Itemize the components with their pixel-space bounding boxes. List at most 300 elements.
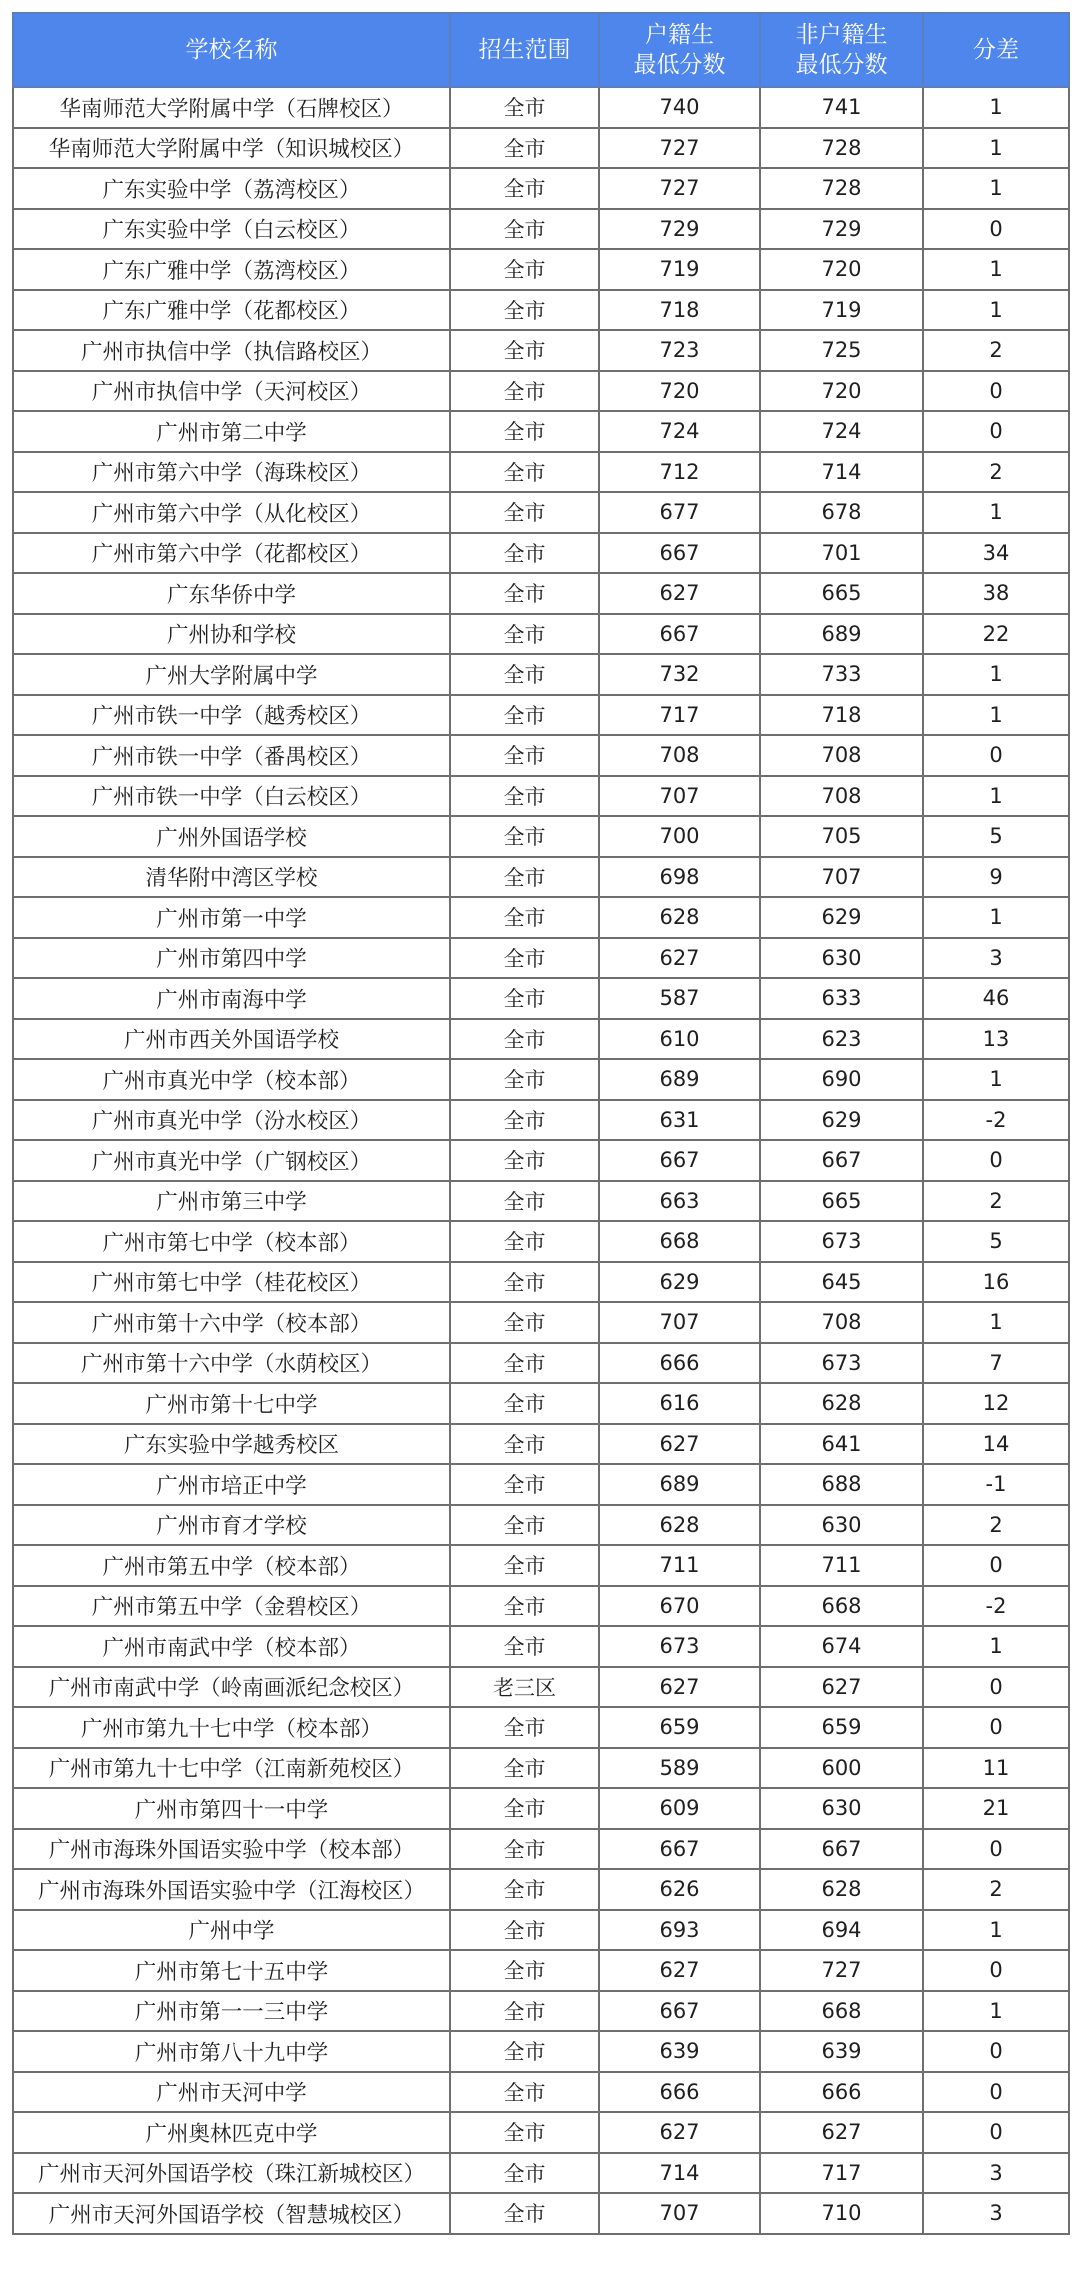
enrollment-scope-cell: 全市 [450, 411, 599, 452]
local-min-score-cell: 667 [599, 533, 760, 574]
table-row [13, 695, 1069, 736]
table-row [13, 2031, 1069, 2072]
score-difference-cell: 1 [923, 1991, 1069, 2032]
local-min-score-cell: 626 [599, 1869, 760, 1910]
score-difference-cell: 2 [923, 330, 1069, 371]
enrollment-scope-cell: 全市 [450, 87, 599, 128]
table-row [13, 1383, 1069, 1424]
school-name-cell: 清华附中湾区学校 [13, 857, 450, 898]
nonlocal-min-score-cell: 629 [760, 897, 923, 938]
nonlocal-min-score-cell: 694 [760, 1910, 923, 1951]
school-name-cell: 广州大学附属中学 [13, 654, 450, 695]
nonlocal-min-score-cell: 711 [760, 1545, 923, 1586]
table-row [13, 1991, 1069, 2032]
enrollment-scope-cell: 全市 [450, 1100, 599, 1141]
local-min-score-cell: 666 [599, 2072, 760, 2113]
nonlocal-min-score-cell: 666 [760, 2072, 923, 2113]
nonlocal-min-score-cell: 668 [760, 1991, 923, 2032]
enrollment-scope-cell: 全市 [450, 1869, 599, 1910]
local-min-score-cell: 717 [599, 695, 760, 736]
table-row [13, 1788, 1069, 1829]
school-name-cell: 广州奥林匹克中学 [13, 2112, 450, 2153]
local-min-score-cell: 720 [599, 371, 760, 412]
enrollment-scope-cell: 全市 [450, 209, 599, 250]
table-row [13, 1586, 1069, 1627]
local-min-score-cell: 707 [599, 1302, 760, 1343]
score-difference-cell: 0 [923, 2072, 1069, 2113]
enrollment-scope-cell: 全市 [450, 128, 599, 169]
nonlocal-min-score-cell: 628 [760, 1869, 923, 1910]
nonlocal-min-score-cell: 629 [760, 1100, 923, 1141]
local-min-score-cell: 700 [599, 816, 760, 857]
nonlocal-min-score-cell: 727 [760, 1950, 923, 1991]
enrollment-scope-cell: 全市 [450, 1829, 599, 1870]
table-row [13, 1262, 1069, 1303]
nonlocal-min-score-cell: 714 [760, 452, 923, 493]
nonlocal-min-score-cell: 627 [760, 2112, 923, 2153]
local-min-score-cell: 629 [599, 1262, 760, 1303]
enrollment-scope-cell: 全市 [450, 1788, 599, 1829]
enrollment-scope-cell: 全市 [450, 776, 599, 817]
score-difference-cell: 1 [923, 1910, 1069, 1951]
score-difference-cell: 3 [923, 2153, 1069, 2194]
enrollment-scope-cell: 全市 [450, 1019, 599, 1060]
table-row [13, 1019, 1069, 1060]
school-name-cell: 广州中学 [13, 1910, 450, 1951]
local-min-score-cell: 609 [599, 1788, 760, 1829]
enrollment-scope-cell: 全市 [450, 452, 599, 493]
enrollment-scope-cell: 全市 [450, 492, 599, 533]
school-name-cell: 广州市第十六中学（水荫校区） [13, 1343, 450, 1384]
nonlocal-min-score-cell: 639 [760, 2031, 923, 2072]
school-name-cell: 广州市天河外国语学校（珠江新城校区） [13, 2153, 450, 2194]
nonlocal-min-score-cell: 708 [760, 735, 923, 776]
school-name-cell: 广州市第一中学 [13, 897, 450, 938]
nonlocal-min-score-cell: 623 [760, 1019, 923, 1060]
local-min-score-cell: 689 [599, 1464, 760, 1505]
nonlocal-min-score-cell: 673 [760, 1343, 923, 1384]
nonlocal-min-score-cell: 733 [760, 654, 923, 695]
enrollment-scope-cell: 全市 [450, 735, 599, 776]
enrollment-scope-cell: 全市 [450, 654, 599, 695]
nonlocal-min-score-cell: 678 [760, 492, 923, 533]
table-row [13, 1343, 1069, 1384]
school-name-cell: 广州市第七十五中学 [13, 1950, 450, 1991]
nonlocal-min-score-cell: 720 [760, 249, 923, 290]
score-difference-cell: 0 [923, 1667, 1069, 1708]
enrollment-scope-cell: 全市 [450, 1181, 599, 1222]
school-name-cell: 广州市第四中学 [13, 938, 450, 979]
school-name-cell: 广东实验中学（白云校区） [13, 209, 450, 250]
school-name-cell: 广州市第十七中学 [13, 1383, 450, 1424]
nonlocal-min-score-cell: 701 [760, 533, 923, 574]
table-row [13, 816, 1069, 857]
score-difference-cell: 1 [923, 695, 1069, 736]
score-difference-cell: -1 [923, 1464, 1069, 1505]
school-name-cell: 广州市天河外国语学校（智慧城校区） [13, 2193, 450, 2234]
enrollment-scope-cell: 全市 [450, 2193, 599, 2234]
score-difference-cell: 0 [923, 1707, 1069, 1748]
school-name-cell: 广州市铁一中学（白云校区） [13, 776, 450, 817]
local-min-score-cell: 627 [599, 1424, 760, 1465]
nonlocal-min-score-cell: 665 [760, 573, 923, 614]
local-min-score-cell: 667 [599, 614, 760, 655]
table-row [13, 1181, 1069, 1222]
school-name-cell: 广州市育才学校 [13, 1505, 450, 1546]
enrollment-scope-cell: 全市 [450, 371, 599, 412]
school-name-cell: 广州市第二中学 [13, 411, 450, 452]
table-row [13, 1140, 1069, 1181]
enrollment-scope-cell: 全市 [450, 897, 599, 938]
local-min-score-cell: 707 [599, 776, 760, 817]
table-row [13, 2153, 1069, 2194]
school-name-cell: 华南师范大学附属中学（知识城校区） [13, 128, 450, 169]
enrollment-scope-cell: 全市 [450, 1221, 599, 1262]
score-difference-cell: 1 [923, 654, 1069, 695]
enrollment-scope-cell: 全市 [450, 978, 599, 1019]
score-table [12, 12, 1070, 2235]
school-name-cell: 广州市第七中学（桂花校区） [13, 1262, 450, 1303]
header-school-name: 学校名称 [13, 13, 450, 87]
enrollment-scope-cell: 全市 [450, 1302, 599, 1343]
nonlocal-min-score-cell: 708 [760, 1302, 923, 1343]
nonlocal-min-score-cell: 659 [760, 1707, 923, 1748]
nonlocal-min-score-cell: 641 [760, 1424, 923, 1465]
local-min-score-cell: 729 [599, 209, 760, 250]
local-min-score-cell: 627 [599, 1950, 760, 1991]
score-difference-cell: 0 [923, 1829, 1069, 1870]
enrollment-scope-cell: 全市 [450, 330, 599, 371]
school-name-cell: 广州市铁一中学（番禺校区） [13, 735, 450, 776]
school-name-cell: 广州市第十六中学（校本部） [13, 1302, 450, 1343]
table-body [13, 87, 1069, 2234]
local-min-score-cell: 727 [599, 168, 760, 209]
score-difference-cell: 12 [923, 1383, 1069, 1424]
enrollment-scope-cell: 全市 [450, 857, 599, 898]
score-difference-cell: 3 [923, 938, 1069, 979]
school-name-cell: 广州市执信中学（执信路校区） [13, 330, 450, 371]
table-row [13, 168, 1069, 209]
enrollment-scope-cell: 全市 [450, 2031, 599, 2072]
nonlocal-min-score-cell: 600 [760, 1748, 923, 1789]
school-name-cell: 广东华侨中学 [13, 573, 450, 614]
table-row [13, 87, 1069, 128]
nonlocal-min-score-cell: 633 [760, 978, 923, 1019]
local-min-score-cell: 723 [599, 330, 760, 371]
school-name-cell: 广州市第九十七中学（校本部） [13, 1707, 450, 1748]
table-row [13, 938, 1069, 979]
local-min-score-cell: 689 [599, 1059, 760, 1100]
nonlocal-min-score-cell: 630 [760, 938, 923, 979]
school-name-cell: 广州市第一一三中学 [13, 1991, 450, 2032]
score-difference-cell: 1 [923, 492, 1069, 533]
score-difference-cell: 0 [923, 735, 1069, 776]
score-difference-cell: 5 [923, 816, 1069, 857]
enrollment-scope-cell: 全市 [450, 1950, 599, 1991]
score-difference-cell: 0 [923, 2112, 1069, 2153]
enrollment-scope-cell: 全市 [450, 290, 599, 331]
table-row [13, 2072, 1069, 2113]
header-row [13, 13, 1069, 87]
local-min-score-cell: 659 [599, 1707, 760, 1748]
score-difference-cell: 1 [923, 1302, 1069, 1343]
nonlocal-min-score-cell: 724 [760, 411, 923, 452]
school-name-cell: 广州市真光中学（校本部） [13, 1059, 450, 1100]
local-min-score-cell: 698 [599, 857, 760, 898]
score-difference-cell: -2 [923, 1586, 1069, 1627]
table-row [13, 1829, 1069, 1870]
nonlocal-min-score-cell: 728 [760, 128, 923, 169]
table-row [13, 371, 1069, 412]
table-row [13, 1707, 1069, 1748]
enrollment-scope-cell: 全市 [450, 1262, 599, 1303]
table-row [13, 1626, 1069, 1667]
nonlocal-min-score-cell: 690 [760, 1059, 923, 1100]
school-name-cell: 广州市第四十一中学 [13, 1788, 450, 1829]
local-min-score-cell: 627 [599, 573, 760, 614]
school-name-cell: 广州市第三中学 [13, 1181, 450, 1222]
score-difference-cell: 16 [923, 1262, 1069, 1303]
table-row [13, 735, 1069, 776]
nonlocal-min-score-cell: 729 [760, 209, 923, 250]
nonlocal-min-score-cell: 628 [760, 1383, 923, 1424]
nonlocal-min-score-cell: 688 [760, 1464, 923, 1505]
school-name-cell: 广州外国语学校 [13, 816, 450, 857]
local-min-score-cell: 666 [599, 1343, 760, 1384]
nonlocal-min-score-cell: 718 [760, 695, 923, 736]
school-name-cell: 广州市海珠外国语实验中学（校本部） [13, 1829, 450, 1870]
enrollment-scope-cell: 全市 [450, 816, 599, 857]
table-row [13, 1059, 1069, 1100]
enrollment-scope-cell: 全市 [450, 1991, 599, 2032]
score-difference-cell: 1 [923, 249, 1069, 290]
score-difference-cell: 1 [923, 290, 1069, 331]
score-difference-cell: 13 [923, 1019, 1069, 1060]
school-name-cell: 华南师范大学附属中学（石牌校区） [13, 87, 450, 128]
local-min-score-cell: 627 [599, 1667, 760, 1708]
score-difference-cell: 0 [923, 1140, 1069, 1181]
table-row [13, 1505, 1069, 1546]
table-row [13, 290, 1069, 331]
local-min-score-cell: 693 [599, 1910, 760, 1951]
nonlocal-min-score-cell: 705 [760, 816, 923, 857]
school-name-cell: 广州市天河中学 [13, 2072, 450, 2113]
enrollment-scope-cell: 全市 [450, 614, 599, 655]
enrollment-scope-cell: 全市 [450, 2112, 599, 2153]
header-local-min-score: 户籍生 最低分数 [599, 13, 760, 87]
table-row [13, 1221, 1069, 1262]
score-difference-cell: 14 [923, 1424, 1069, 1465]
nonlocal-min-score-cell: 708 [760, 776, 923, 817]
table-row [13, 1545, 1069, 1586]
school-name-cell: 广州市第八十九中学 [13, 2031, 450, 2072]
nonlocal-min-score-cell: 741 [760, 87, 923, 128]
table-row [13, 1100, 1069, 1141]
nonlocal-min-score-cell: 728 [760, 168, 923, 209]
local-min-score-cell: 668 [599, 1221, 760, 1262]
table-row [13, 2112, 1069, 2153]
score-difference-cell: 11 [923, 1748, 1069, 1789]
table-row [13, 411, 1069, 452]
score-difference-cell: 9 [923, 857, 1069, 898]
enrollment-scope-cell: 全市 [450, 1545, 599, 1586]
local-min-score-cell: 627 [599, 938, 760, 979]
nonlocal-min-score-cell: 627 [760, 1667, 923, 1708]
local-min-score-cell: 610 [599, 1019, 760, 1060]
nonlocal-min-score-cell: 645 [760, 1262, 923, 1303]
local-min-score-cell: 712 [599, 452, 760, 493]
table-row [13, 209, 1069, 250]
score-difference-cell: 1 [923, 1059, 1069, 1100]
enrollment-scope-cell: 全市 [450, 168, 599, 209]
score-difference-cell: 0 [923, 209, 1069, 250]
enrollment-scope-cell: 全市 [450, 1383, 599, 1424]
local-min-score-cell: 711 [599, 1545, 760, 1586]
table-row [13, 330, 1069, 371]
local-min-score-cell: 667 [599, 1991, 760, 2032]
enrollment-scope-cell: 全市 [450, 1707, 599, 1748]
local-min-score-cell: 714 [599, 2153, 760, 2194]
local-min-score-cell: 587 [599, 978, 760, 1019]
enrollment-scope-cell: 全市 [450, 249, 599, 290]
local-min-score-cell: 718 [599, 290, 760, 331]
school-name-cell: 广州市第六中学（花都校区） [13, 533, 450, 574]
school-name-cell: 广州市真光中学（汾水校区） [13, 1100, 450, 1141]
score-difference-cell: 1 [923, 128, 1069, 169]
local-min-score-cell: 708 [599, 735, 760, 776]
enrollment-scope-cell: 全市 [450, 1424, 599, 1465]
enrollment-scope-cell: 全市 [450, 2153, 599, 2194]
local-min-score-cell: 628 [599, 897, 760, 938]
table-row [13, 978, 1069, 1019]
nonlocal-min-score-cell: 630 [760, 1788, 923, 1829]
school-name-cell: 广州市铁一中学（越秀校区） [13, 695, 450, 736]
local-min-score-cell: 740 [599, 87, 760, 128]
school-name-cell: 广东实验中学（荔湾校区） [13, 168, 450, 209]
school-name-cell: 广州市第六中学（海珠校区） [13, 452, 450, 493]
enrollment-scope-cell: 老三区 [450, 1667, 599, 1708]
school-name-cell: 广州协和学校 [13, 614, 450, 655]
table-row [13, 128, 1069, 169]
school-name-cell: 广东广雅中学（花都校区） [13, 290, 450, 331]
enrollment-scope-cell: 全市 [450, 573, 599, 614]
nonlocal-min-score-cell: 674 [760, 1626, 923, 1667]
nonlocal-min-score-cell: 667 [760, 1829, 923, 1870]
score-difference-cell: 0 [923, 371, 1069, 412]
school-name-cell: 广州市第五中学（校本部） [13, 1545, 450, 1586]
local-min-score-cell: 667 [599, 1140, 760, 1181]
nonlocal-min-score-cell: 689 [760, 614, 923, 655]
table-row [13, 452, 1069, 493]
enrollment-scope-cell: 全市 [450, 1505, 599, 1546]
score-difference-cell: 2 [923, 452, 1069, 493]
table-row [13, 573, 1069, 614]
school-name-cell: 广州市真光中学（广钢校区） [13, 1140, 450, 1181]
enrollment-scope-cell: 全市 [450, 1910, 599, 1951]
school-name-cell: 广州市第六中学（从化校区） [13, 492, 450, 533]
local-min-score-cell: 727 [599, 128, 760, 169]
enrollment-scope-cell: 全市 [450, 1626, 599, 1667]
table-row [13, 1667, 1069, 1708]
table-row [13, 614, 1069, 655]
local-min-score-cell: 673 [599, 1626, 760, 1667]
table-row [13, 897, 1069, 938]
header-nonlocal-min-score: 非户籍生 最低分数 [760, 13, 923, 87]
school-name-cell: 广州市南武中学（岭南画派纪念校区） [13, 1667, 450, 1708]
nonlocal-min-score-cell: 717 [760, 2153, 923, 2194]
school-name-cell: 广州市培正中学 [13, 1464, 450, 1505]
school-name-cell: 广东广雅中学（荔湾校区） [13, 249, 450, 290]
score-difference-cell: 0 [923, 411, 1069, 452]
local-min-score-cell: 670 [599, 1586, 760, 1627]
header-score-difference: 分差 [923, 13, 1069, 87]
local-min-score-cell: 724 [599, 411, 760, 452]
local-min-score-cell: 639 [599, 2031, 760, 2072]
header-enrollment-scope: 招生范围 [450, 13, 599, 87]
local-min-score-cell: 663 [599, 1181, 760, 1222]
table-header [13, 13, 1069, 87]
nonlocal-min-score-cell: 665 [760, 1181, 923, 1222]
nonlocal-min-score-cell: 667 [760, 1140, 923, 1181]
table-row [13, 492, 1069, 533]
local-min-score-cell: 719 [599, 249, 760, 290]
table-row [13, 654, 1069, 695]
score-difference-cell: 1 [923, 87, 1069, 128]
table-row [13, 776, 1069, 817]
nonlocal-min-score-cell: 707 [760, 857, 923, 898]
score-difference-cell: 21 [923, 1788, 1069, 1829]
score-difference-cell: 3 [923, 2193, 1069, 2234]
school-name-cell: 广州市西关外国语学校 [13, 1019, 450, 1060]
score-difference-cell: 2 [923, 1181, 1069, 1222]
local-min-score-cell: 707 [599, 2193, 760, 2234]
local-min-score-cell: 677 [599, 492, 760, 533]
score-difference-cell: 5 [923, 1221, 1069, 1262]
enrollment-scope-cell: 全市 [450, 1464, 599, 1505]
score-difference-cell: 1 [923, 897, 1069, 938]
score-difference-cell: 0 [923, 2031, 1069, 2072]
school-name-cell: 广州市海珠外国语实验中学（江海校区） [13, 1869, 450, 1910]
score-difference-cell: 46 [923, 978, 1069, 1019]
enrollment-scope-cell: 全市 [450, 533, 599, 574]
enrollment-scope-cell: 全市 [450, 695, 599, 736]
school-name-cell: 广州市南武中学（校本部） [13, 1626, 450, 1667]
score-difference-cell: 0 [923, 1545, 1069, 1586]
score-difference-cell: 34 [923, 533, 1069, 574]
score-difference-cell: 1 [923, 776, 1069, 817]
nonlocal-min-score-cell: 668 [760, 1586, 923, 1627]
score-difference-cell: 2 [923, 1869, 1069, 1910]
score-difference-cell: -2 [923, 1100, 1069, 1141]
score-difference-cell: 7 [923, 1343, 1069, 1384]
score-difference-cell: 2 [923, 1505, 1069, 1546]
local-min-score-cell: 631 [599, 1100, 760, 1141]
score-difference-cell: 22 [923, 614, 1069, 655]
table-row [13, 533, 1069, 574]
local-min-score-cell: 616 [599, 1383, 760, 1424]
nonlocal-min-score-cell: 719 [760, 290, 923, 331]
table-row [13, 1910, 1069, 1951]
table-row [13, 1748, 1069, 1789]
school-name-cell: 广东实验中学越秀校区 [13, 1424, 450, 1465]
table-row [13, 1869, 1069, 1910]
table-row [13, 857, 1069, 898]
table-row [13, 2193, 1069, 2234]
school-name-cell: 广州市第七中学（校本部） [13, 1221, 450, 1262]
enrollment-scope-cell: 全市 [450, 2072, 599, 2113]
score-difference-cell: 38 [923, 573, 1069, 614]
table-row [13, 249, 1069, 290]
